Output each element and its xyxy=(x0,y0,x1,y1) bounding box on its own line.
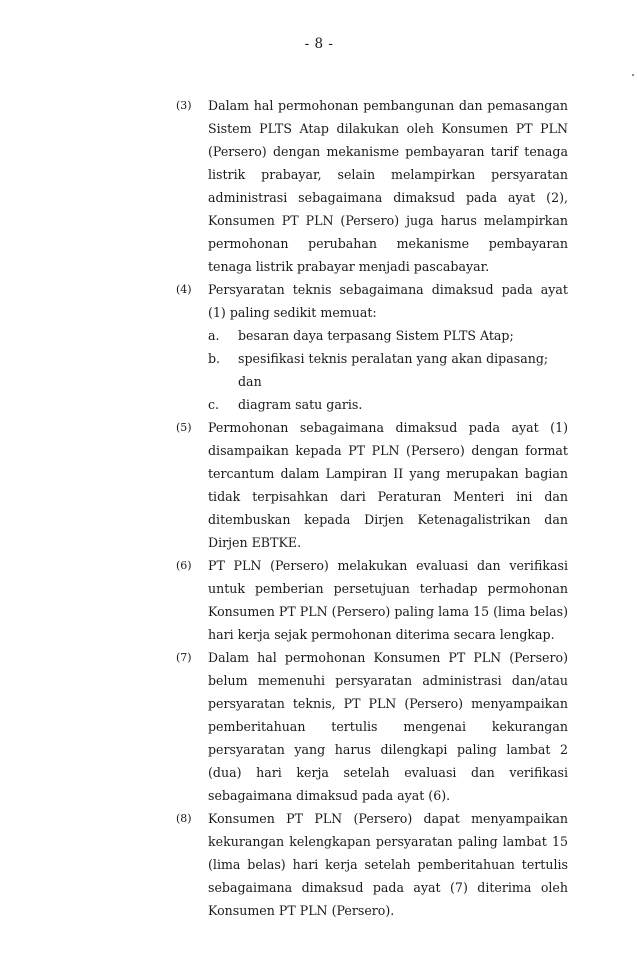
list-item-letter: c. xyxy=(208,397,220,412)
list-item-c xyxy=(176,393,568,416)
paragraph-3 xyxy=(176,94,568,278)
paragraph-text: Konsumen PT PLN (Persero) dapat menyampaikan kekurangan kelengkapan persyaratan paling lambat 15 (lima belas) hari kerja setelah pemberitahuan tertulis sebagaimana dimaksud pada ayat (7) diterima oleh Konsumen PT PLN (Persero). xyxy=(208,811,568,918)
list-item-a xyxy=(176,324,568,347)
page-number: - 8 - xyxy=(304,36,334,52)
paragraph-text: Dalam hal permohonan Konsumen PT PLN (Persero) belum memenuhi persyaratan administrasi dan/atau persyaratan teknis, PT PLN (Persero) menyampaikan pemberitahuan tertulis mengenai kekurangan persyaratan yang harus dilengkapi paling lambat 2 (dua) hari kerja setelah evaluasi dan verifikasi sebagaimana dimaksud pada ayat (6). xyxy=(208,650,568,803)
paragraph-number: (7) xyxy=(176,651,192,664)
paragraph-text: Persyaratan teknis sebagaimana dimaksud pada ayat (1) paling sedikit memuat: xyxy=(208,282,568,320)
paragraph-text: Permohonan sebagaimana dimaksud pada ayat (1) disampaikan kepada PT PLN (Persero) dengan format tercantum dalam Lampiran II yang merupakan bagian tidak terpisahkan dari Peraturan Menteri ini dan ditembuskan kepada Dirjen Ketenagalistrikan dan Dirjen EBTKE. xyxy=(208,420,568,550)
scan-speck xyxy=(632,74,634,76)
paragraph-text: Dalam hal permohonan pembangunan dan pemasangan Sistem PLTS Atap dilakukan oleh Konsumen PT PLN (Persero) dengan mekanisme pembayaran tarif tenaga listrik prabayar, selain melampirkan persyaratan administrasi sebagaimana dimaksud pada ayat (2), Konsumen PT PLN (Persero) juga harus melampirkan permohonan perubahan mekanisme pembayaran tenaga listrik prabayar menjadi pascabayar. xyxy=(208,98,568,274)
paragraph-8 xyxy=(176,807,568,922)
paragraph-4 xyxy=(176,278,568,324)
paragraph-number: (4) xyxy=(176,283,192,296)
document-body xyxy=(176,94,568,922)
list-item-text: diagram satu garis. xyxy=(238,397,363,412)
list-item-b xyxy=(176,347,568,393)
paragraph-text: PT PLN (Persero) melakukan evaluasi dan verifikasi untuk pemberian persetujuan terhadap permohonan Konsumen PT PLN (Persero) paling lama 15 (lima belas) hari kerja sejak permohonan diterima secara lengkap. xyxy=(208,558,568,642)
paragraph-7 xyxy=(176,646,568,807)
paragraph-number: (8) xyxy=(176,812,192,825)
paragraph-number: (5) xyxy=(176,421,192,434)
paragraph-6 xyxy=(176,554,568,646)
paragraph-5 xyxy=(176,416,568,554)
paragraph-number: (3) xyxy=(176,99,192,112)
list-item-letter: b. xyxy=(208,351,221,366)
list-item-letter: a. xyxy=(208,328,220,343)
list-item-text: besaran daya terpasang Sistem PLTS Atap; xyxy=(238,328,514,343)
list-item-text: spesifikasi teknis peralatan yang akan dipasang; dan xyxy=(238,351,549,389)
paragraph-number: (6) xyxy=(176,559,192,572)
